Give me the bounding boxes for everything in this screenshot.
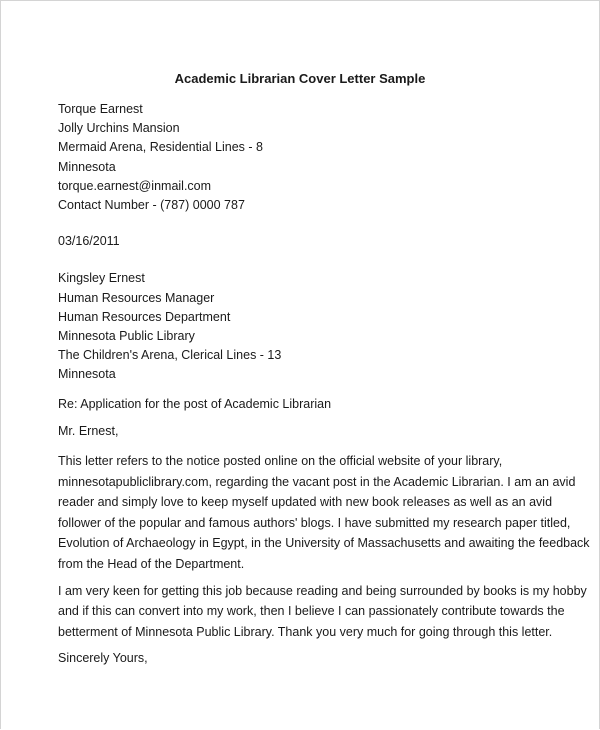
date-block: [58, 232, 558, 251]
paragraph-1-line: Evolution of Archaeology in Egypt, in the University of Massachusetts and awaiting the feedback: [58, 536, 590, 551]
sender-address-line2: Mermaid Arena, Residential Lines - 8: [58, 140, 263, 155]
sender-state: Minnesota: [58, 159, 116, 174]
paragraph-1: [58, 451, 590, 575]
salutation: [58, 422, 558, 441]
closing-text: Sincerely Yours,: [58, 651, 148, 666]
paragraph-1-line: reader and simply love to keep myself updated with new book releases as well as an avid: [58, 495, 553, 510]
paragraph-1-line: follower of the popular and famous authors' blogs. I have submitted my research paper titled,: [58, 515, 571, 530]
recipient-address-block: [58, 269, 558, 384]
sender-email: torque.earnest@inmail.com: [58, 178, 212, 193]
subject-line: [58, 395, 558, 414]
paragraph-1-line: from the Head of the Department.: [58, 557, 245, 572]
salutation-text: Mr. Ernest,: [58, 423, 119, 438]
paragraph-2-line: and if this can convert into my work, then I believe I can passionately contribute towards the: [58, 604, 565, 619]
sender-name: Torque Earnest: [58, 102, 143, 116]
paragraph-1-line: This letter refers to the notice posted online on the official website of your library,: [58, 454, 503, 469]
letter-date: 03/16/2011: [58, 234, 120, 249]
subject-text: Re: Application for the post of Academic Librarian: [58, 396, 332, 411]
document-title: Academic Librarian Cover Letter Sample: [174, 71, 426, 86]
sender-contact: Contact Number - (787) 0000 787: [58, 198, 245, 213]
recipient-state: Minnesota: [58, 367, 116, 382]
recipient-title: Human Resources Manager: [58, 290, 215, 305]
recipient-address: The Children's Arena, Clerical Lines - 13: [58, 348, 282, 363]
recipient-department: Human Resources Department: [58, 309, 231, 324]
closing: [58, 648, 558, 669]
paragraph-2-line: betterment of Minnesota Public Library. Thank you very much for going through this letter.: [58, 624, 553, 639]
recipient-name: Kingsley Ernest: [58, 271, 145, 286]
sender-address-line1: Jolly Urchins Mansion: [58, 121, 180, 136]
paragraph-1-line: minnesotapubliclibrary.com, regarding the vacant post in the Academic Librarian. I am an avid: [58, 474, 576, 489]
letter-body: [58, 100, 590, 669]
paragraph-2-line: I am very keen for getting this job because reading and being surrounded by books is my hobby: [58, 583, 587, 598]
recipient-organization: Minnesota Public Library: [58, 329, 195, 344]
sender-address-block: [58, 100, 558, 215]
paragraph-2: [58, 581, 587, 643]
